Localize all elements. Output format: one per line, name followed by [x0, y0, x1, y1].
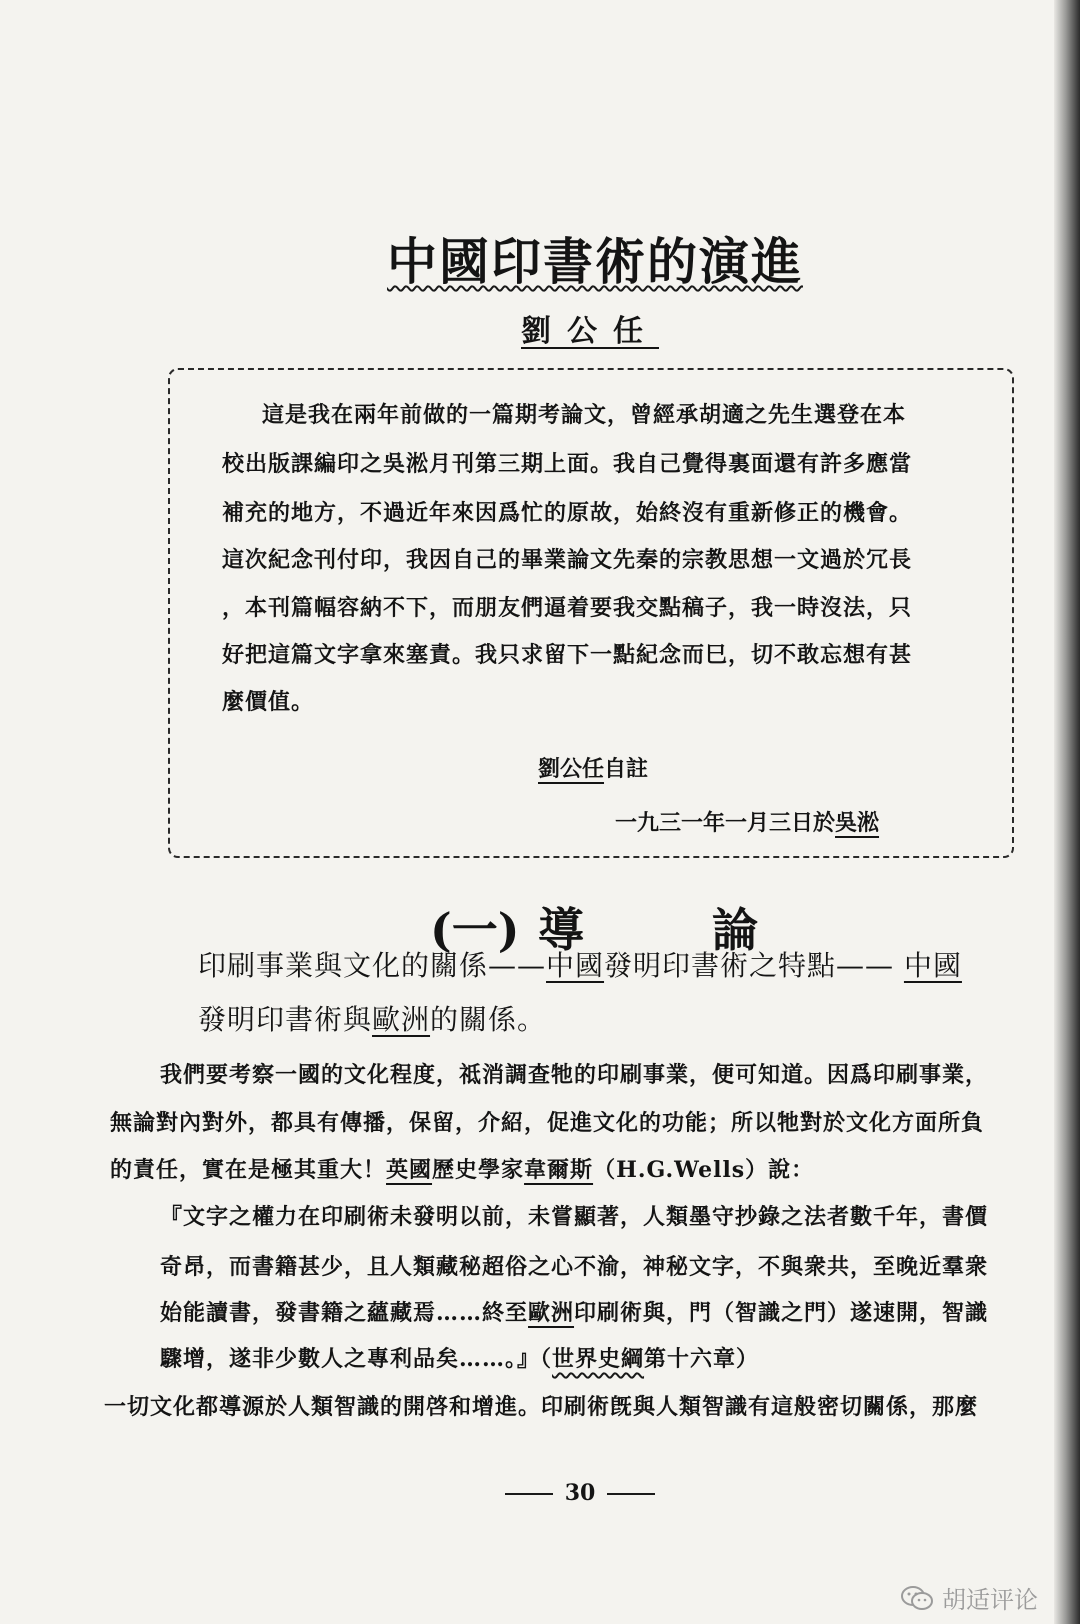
subtitle-term: 中國	[903, 949, 962, 982]
preface-line: 好把這篇文字拿來塞責。我只求留下一點紀念而巳，切不敢忘想有甚	[222, 642, 913, 668]
body-line: 無論對內對外，都具有傳播，保留，介紹，促進文化的功能；所以牠對於文化方面所負	[110, 1110, 985, 1136]
subtitle-text: 發明印書術之特點——	[604, 949, 904, 982]
body-text: 第十六章）	[644, 1346, 760, 1372]
subtitle-text: 發明印書術與	[198, 1003, 373, 1036]
body-line	[110, 1153, 814, 1184]
subtitle-term: 歐洲	[372, 1003, 431, 1036]
body-line: 我們要考察一國的文化程度，祗消調查牠的印刷事業，便可知道。因爲印刷事業，	[160, 1062, 989, 1088]
page-number-dash	[607, 1493, 655, 1495]
body-text: 歷史學家	[432, 1157, 525, 1183]
body-text: 印刷術與，門（智識之門）遂速開，智識	[574, 1300, 989, 1326]
signature-name: 劉公任	[538, 756, 605, 782]
proper-noun: 英國	[386, 1157, 433, 1183]
proper-noun: 韋爾斯	[524, 1157, 594, 1183]
section-subtitle-line-2	[198, 998, 546, 1038]
article-title: 中國印書術的演進	[387, 232, 803, 291]
watermark	[900, 1580, 1038, 1615]
watermark-text: 胡适评论	[942, 1586, 1038, 1614]
quote-line: 『文字之權力在印刷術未發明以前，未嘗顯著，人類墨守抄錄之法者數千年，書價	[160, 1204, 989, 1230]
page-number	[0, 1480, 1080, 1506]
quote-line: 奇昂，而書籍甚少，且人類藏秘超俗之心不渝，神秘文字，不與衆共，至晚近羣衆	[160, 1254, 989, 1280]
preface-line: 校出版課編印之吳淞月刊第三期上面。我自己覺得裏面還有許多應當	[222, 451, 913, 477]
body-text: 驟增，遂非少數人之專利品矣……。』（	[160, 1346, 553, 1372]
section-title-char-1: 導	[538, 903, 584, 957]
preface-line: 這次紀念刊付印，我因自己的畢業論文先秦的宗教思想一文過於冗長	[222, 547, 913, 573]
book-title: 世界史綱	[552, 1346, 645, 1372]
section-subtitle-line-1	[198, 944, 962, 984]
preface-line: ，本刊篇幅容納不下，而朋友們逼着要我交點稿子，我一時沒法，只	[222, 595, 913, 621]
preface-line: 這是我在兩年前做的一篇期考論文，曾經承胡適之先生選登在本	[262, 402, 907, 428]
date-text: 一九三一年一月三日於	[615, 810, 836, 836]
signature-suffix: 自註	[604, 756, 649, 782]
preface-line: 補充的地方，不過近年來因爲忙的原故，始終沒有重新修正的機會。	[222, 500, 913, 526]
section-title-char-2: 論	[712, 903, 758, 957]
preface-line: 麼價值。	[222, 689, 315, 715]
subtitle-text: 的關係。	[430, 1003, 547, 1036]
body-text: 始能讀書，發書籍之蘊藏焉……終至	[160, 1300, 529, 1326]
date-place: 吳淞	[835, 810, 880, 836]
proper-noun: 歐洲	[528, 1300, 575, 1326]
page-number-dash	[505, 1493, 553, 1495]
preface-signature	[538, 752, 648, 783]
subtitle-text: 印刷事業與文化的關係——	[198, 949, 547, 982]
page-number-value: 30	[564, 1480, 596, 1506]
wechat-icon	[900, 1585, 934, 1611]
section-number: (一)	[430, 903, 520, 957]
article-author: 劉公任	[521, 314, 659, 349]
quote-line	[160, 1296, 988, 1327]
body-text: （H.G.Wells）說：	[593, 1157, 815, 1183]
body-line: 一切文化都導源於人類智識的開啓和增進。印刷術旣與人類智識有這般密切關係，那麼	[104, 1394, 979, 1420]
quote-line	[160, 1342, 759, 1373]
body-text: 的責任，實在是極其重大！	[110, 1157, 387, 1183]
preface-date	[615, 806, 879, 837]
subtitle-term: 中國	[546, 949, 605, 982]
